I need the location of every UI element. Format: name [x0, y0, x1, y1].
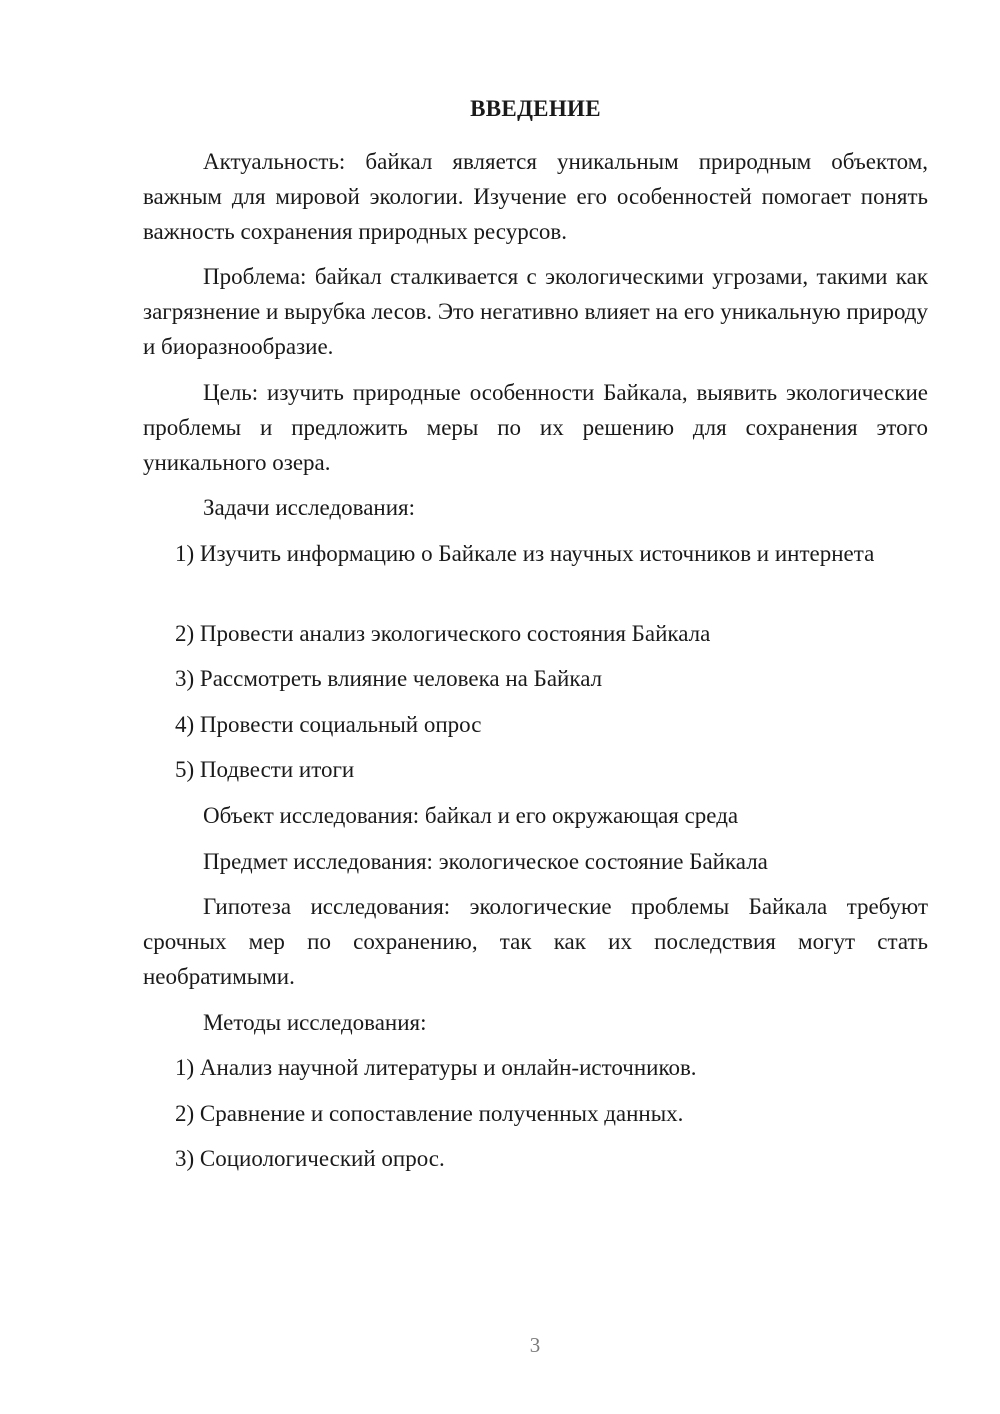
page-title: ВВЕДЕНИЕ [470, 96, 601, 121]
methods-title: Методы исследования: [203, 1010, 427, 1035]
task-item-1: 1) Изучить информацию о Байкале из научных источников и интернета [175, 541, 875, 566]
hypothesis-paragraph: Гипотеза исследования: экологические проблемы Байкала требуют срочных мер по сохранению, так как их последствия могут стать необратимыми. [143, 894, 928, 989]
task-item-4: 4) Провести социальный опрос [175, 712, 482, 737]
method-item-1: 1) Анализ научной литературы и онлайн-источников. [175, 1055, 697, 1080]
document-page [143, 0, 928, 1414]
page-number: 3 [529, 1333, 541, 1357]
method-item-2: 2) Сравнение и сопоставление полученных данных. [175, 1101, 684, 1126]
relevance-paragraph: Актуальность: байкал является уникальным природным объектом, важным для мировой экологии. Изучение его особенностей помогает понять важность сохранения природных ресурсов. [143, 149, 928, 244]
problem-paragraph: Проблема: байкал сталкивается с экологическими угрозами, такими как загрязнение и вырубка лесов. Это негативно влияет на его уникальную природу и биоразнообразие. [143, 264, 928, 359]
task-item-3: 3) Рассмотреть влияние человека на Байкал [175, 666, 603, 691]
task-item-2: 2) Провести анализ экологического состояния Байкала [175, 621, 711, 646]
object-paragraph: Объект исследования: байкал и его окружающая среда [203, 803, 739, 828]
goal-paragraph: Цель: изучить природные особенности Байкала, выявить экологические проблемы и предложить меры по их решению для сохранения этого уникального озера. [143, 380, 928, 475]
task-item-5: 5) Подвести итоги [175, 757, 355, 782]
subject-paragraph: Предмет исследования: экологическое состояние Байкала [203, 849, 768, 874]
tasks-title: Задачи исследования: [203, 495, 416, 520]
method-item-3: 3) Социологический опрос. [175, 1146, 445, 1171]
